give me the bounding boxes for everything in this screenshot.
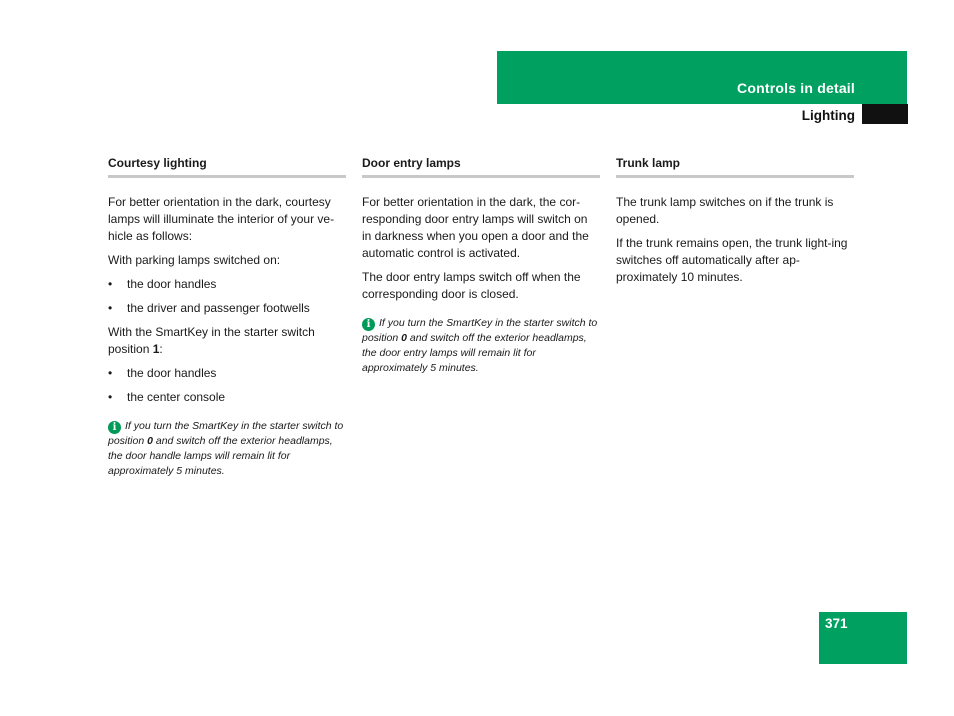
info-note xyxy=(108,419,346,479)
paragraph: For better orientation in the dark, the cor-responding door entry lamps will switch on in darkness when you open a door and the automatic control is activated. xyxy=(362,195,589,260)
page-number: 371 xyxy=(825,616,848,631)
paragraph: The trunk lamp switches on if the trunk is opened. xyxy=(616,195,834,226)
text: If you turn the SmartKey in the starter switch to position xyxy=(362,317,598,344)
list-item: • the center console xyxy=(108,389,346,406)
paragraph: If the trunk remains open, the trunk light-ing switches off automatically after ap-proximately 10 minutes. xyxy=(616,236,848,284)
paragraph: For better orientation in the dark, courtesy lamps will illuminate the interior of your ve-hicle as follows: xyxy=(108,195,335,243)
page-number-box xyxy=(819,612,907,664)
text: and switch off the exterior headlamps, the door entry lamps will remain lit for approximately 5 minutes. xyxy=(362,332,587,374)
header-bar xyxy=(497,51,907,104)
column-heading: Door entry lamps xyxy=(362,156,600,178)
switch-position: 1 xyxy=(152,342,160,356)
text: If you turn the SmartKey in the starter switch to position xyxy=(108,420,344,447)
column-heading: Courtesy lighting xyxy=(108,156,346,178)
switch-position: 0 xyxy=(401,332,407,344)
section-title: Controls in detail xyxy=(737,80,855,96)
bullet-list xyxy=(108,365,346,406)
courtesy-lighting-column xyxy=(108,156,346,479)
subsection-marker xyxy=(862,104,908,124)
info-icon: i xyxy=(362,318,375,331)
info-icon: i xyxy=(108,421,121,434)
bullet-list xyxy=(108,276,346,317)
list-item: • the door handles xyxy=(108,276,346,293)
text: and switch off the exterior headlamps, the door handle lamps will remain lit for approximately 5 minutes. xyxy=(108,435,333,477)
info-note xyxy=(362,316,600,376)
text: : xyxy=(159,342,163,356)
list-item: • the door handles xyxy=(108,365,346,382)
paragraph: With parking lamps switched on: xyxy=(108,253,281,267)
paragraph xyxy=(108,324,346,358)
subsection-title: Lighting xyxy=(801,108,855,123)
paragraph: The door entry lamps switch off when the corresponding door is closed. xyxy=(362,270,581,301)
text: With the SmartKey in the starter switch position xyxy=(108,325,315,356)
trunk-lamp-column xyxy=(616,156,854,286)
list-item: • the driver and passenger footwells xyxy=(108,300,346,317)
column-heading: Trunk lamp xyxy=(616,156,854,178)
door-entry-lamps-column xyxy=(362,156,600,376)
switch-position: 0 xyxy=(147,435,153,447)
